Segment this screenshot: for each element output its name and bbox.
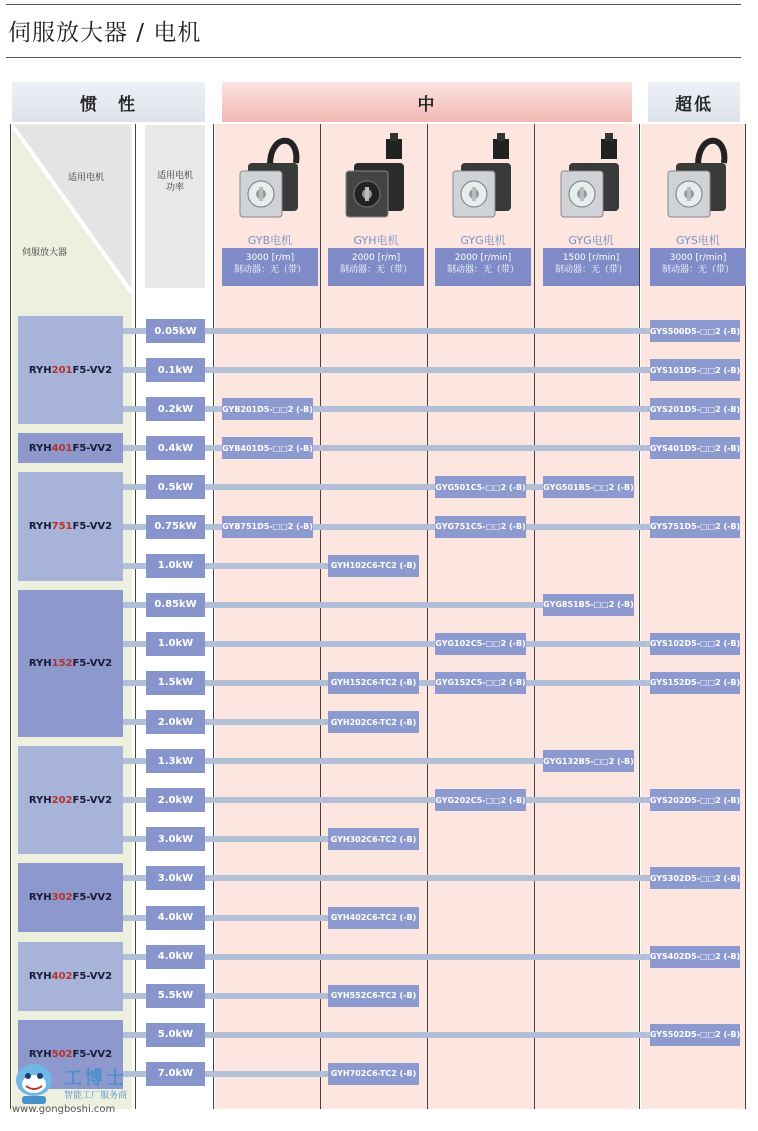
motor-speed: 3000 [r/min]	[669, 253, 727, 263]
corner-amp-label: 伺服放大器	[22, 248, 68, 258]
motor-speed: 3000 [r/m]	[245, 253, 295, 263]
servo-motor-icon	[435, 125, 531, 229]
motor-name: GYG电机	[460, 234, 506, 247]
watermark-sub: 智能工厂服务商	[64, 1091, 128, 1101]
motor-model-cell: GYS101D5-□□2 (-B)	[650, 359, 740, 381]
top-rule	[6, 4, 741, 5]
power-rating: 0.85kW	[146, 593, 205, 617]
motor-name: GYB电机	[247, 234, 293, 247]
motor-brake: 制动器：无（带）	[233, 265, 306, 275]
corner-motor-label: 适用电机	[68, 173, 105, 183]
divider	[10, 124, 11, 1109]
driver-prefix: RYH	[28, 892, 52, 904]
motor-model-cell: GYG851B5-□□2 (-B)	[543, 594, 634, 616]
motor-model-cell: GYH202C6-TC2 (-B)	[328, 711, 419, 733]
driver-prefix: RYH	[28, 364, 52, 376]
power-rating: 5.5kW	[146, 984, 205, 1008]
title-rule	[6, 57, 741, 58]
driver-201	[18, 316, 123, 424]
corner-header	[12, 125, 134, 305]
motor-speed: 2000 [r/m]	[351, 253, 401, 263]
motor-speed: 1500 [r/min]	[562, 253, 620, 263]
power-rating: 4.0kW	[146, 906, 205, 930]
motor-model-cell: GYB751D5-□□2 (-B)	[222, 516, 313, 538]
motor-name: GYH电机	[353, 234, 399, 247]
motor-brake: 制动器：无（带）	[339, 265, 412, 275]
driver-prefix: RYH	[28, 442, 52, 454]
power-rating: 0.4kW	[146, 436, 205, 460]
servo-motor-icon	[543, 125, 639, 229]
power-rating: 0.05kW	[146, 319, 205, 343]
divider	[135, 124, 136, 1109]
motor-model-cell: GYS502D5-□□2 (-B)	[650, 1024, 740, 1046]
driver-prefix: RYH	[28, 657, 52, 669]
motor-spec	[650, 248, 746, 286]
driver-402	[18, 942, 123, 1011]
driver-prefix: RYH	[28, 970, 52, 982]
motor-model-cell: GYH402C6-TC2 (-B)	[328, 907, 419, 929]
motor-name: GYS电机	[676, 234, 720, 247]
driver-suffix: F5-VV2	[72, 657, 113, 669]
driver-prefix: RYH	[28, 520, 52, 532]
driver-rating: 402	[51, 970, 73, 982]
header-mid-inertia: 中	[222, 82, 632, 122]
divider	[213, 124, 214, 1109]
motor-model-cell: GYG152C5-□□2 (-B)	[435, 672, 526, 694]
driver-rating: 201	[51, 364, 73, 376]
motor-spec	[435, 248, 531, 286]
motor-model-cell: GYH552C6-TC2 (-B)	[328, 985, 419, 1007]
driver-rating: 302	[51, 892, 73, 904]
motor-model-cell: GYB401D5-□□2 (-B)	[222, 437, 313, 459]
servo-motor-icon	[328, 125, 424, 229]
driver-suffix: F5-VV2	[72, 364, 113, 376]
power-header-label: 适用电机 功率	[156, 171, 193, 193]
power-rating: 0.5kW	[146, 475, 205, 499]
motor-header-4	[650, 125, 746, 288]
mascot-icon	[8, 1058, 62, 1106]
header-ultra-low-inertia: 超低	[648, 82, 740, 122]
motor-model-cell: GYG501C5-□□2 (-B)	[435, 476, 526, 498]
motor-spec	[222, 248, 318, 286]
power-header-cell	[145, 125, 205, 288]
motor-header-0	[222, 125, 318, 288]
divider	[534, 124, 535, 1109]
header-low-inertia: 惯 性	[12, 82, 205, 122]
motor-model-cell: GYH302C6-TC2 (-B)	[328, 828, 419, 850]
power-rating: 1.3kW	[146, 749, 205, 773]
driver-suffix: F5-VV2	[72, 892, 113, 904]
power-rating: 1.5kW	[146, 671, 205, 695]
motor-model-cell: GYB201D5-□□2 (-B)	[222, 398, 313, 420]
watermark-url: www.gongboshi.com	[12, 1104, 116, 1115]
power-rating: 7.0kW	[146, 1062, 205, 1086]
motor-speed: 2000 [r/min]	[454, 253, 512, 263]
page-title: 伺服放大器 / 电机	[8, 20, 202, 46]
driver-202	[18, 746, 123, 854]
motor-header-2	[435, 125, 531, 288]
motor-model-cell: GYS152D5-□□2 (-B)	[650, 672, 740, 694]
motor-model-cell: GYH702C6-TC2 (-B)	[328, 1063, 419, 1085]
driver-suffix: F5-VV2	[72, 442, 113, 454]
power-rating: 0.2kW	[146, 397, 205, 421]
power-rating: 0.75kW	[146, 515, 205, 539]
driver-401	[18, 433, 123, 463]
driver-751	[18, 472, 123, 580]
motor-spec	[328, 248, 424, 286]
driver-152	[18, 590, 123, 737]
power-rating: 4.0kW	[146, 945, 205, 969]
driver-rating: 202	[51, 794, 73, 806]
power-rating: 3.0kW	[146, 827, 205, 851]
motor-model-cell: GYS401D5-□□2 (-B)	[650, 437, 740, 459]
driver-suffix: F5-VV2	[72, 520, 113, 532]
power-rating: 3.0kW	[146, 866, 205, 890]
watermark-brand: 工博士	[64, 1068, 127, 1089]
driver-rating: 401	[51, 442, 73, 454]
motor-model-cell: GYS402D5-□□2 (-B)	[650, 946, 740, 968]
motor-model-cell: GYG751C5-□□2 (-B)	[435, 516, 526, 538]
driver-suffix: F5-VV2	[72, 970, 113, 982]
divider	[639, 124, 640, 1109]
driver-rating: 751	[51, 520, 73, 532]
motor-brake: 制动器：无（带）	[661, 265, 734, 275]
divider	[427, 124, 428, 1109]
divider	[320, 124, 321, 1109]
motor-model-cell: GYS302D5-□□2 (-B)	[650, 867, 740, 889]
power-rating: 0.1kW	[146, 358, 205, 382]
motor-model-cell: GYG102C5-□□2 (-B)	[435, 633, 526, 655]
motor-header-1	[328, 125, 424, 288]
driver-suffix: F5-VV2	[72, 794, 113, 806]
driver-prefix: RYH	[28, 794, 52, 806]
motor-model-cell: GYS500D5-□□2 (-B)	[650, 320, 740, 342]
power-rating: 1.0kW	[146, 632, 205, 656]
driver-302	[18, 863, 123, 932]
servo-motor-icon	[222, 125, 318, 229]
motor-model-cell: GYG202C5-□□2 (-B)	[435, 789, 526, 811]
motor-name: GYG电机	[568, 234, 614, 247]
motor-brake: 制动器：无（带）	[446, 265, 519, 275]
power-rating: 2.0kW	[146, 710, 205, 734]
driver-prefix: RYH	[28, 1048, 52, 1060]
motor-header-3	[543, 125, 639, 288]
motor-model-cell: GYS201D5-□□2 (-B)	[650, 398, 740, 420]
motor-model-cell: GYH152C6-TC2 (-B)	[328, 672, 419, 694]
driver-suffix: F5-VV2	[72, 1048, 113, 1060]
motor-model-cell: GYS751D5-□□2 (-B)	[650, 516, 740, 538]
motor-model-cell: GYG501B5-□□2 (-B)	[543, 476, 634, 498]
motor-spec	[543, 248, 639, 286]
power-rating: 5.0kW	[146, 1023, 205, 1047]
motor-model-cell: GYG132B5-□□2 (-B)	[543, 750, 634, 772]
motor-model-cell: GYS102D5-□□2 (-B)	[650, 633, 740, 655]
motor-model-cell: GYS202D5-□□2 (-B)	[650, 789, 740, 811]
driver-rating: 152	[51, 657, 73, 669]
power-rating: 2.0kW	[146, 788, 205, 812]
driver-rating: 502	[51, 1048, 73, 1060]
power-rating: 1.0kW	[146, 554, 205, 578]
motor-brake: 制动器：无（带）	[554, 265, 627, 275]
motor-model-cell: GYH102C6-TC2 (-B)	[328, 555, 419, 577]
servo-motor-icon	[650, 125, 746, 229]
